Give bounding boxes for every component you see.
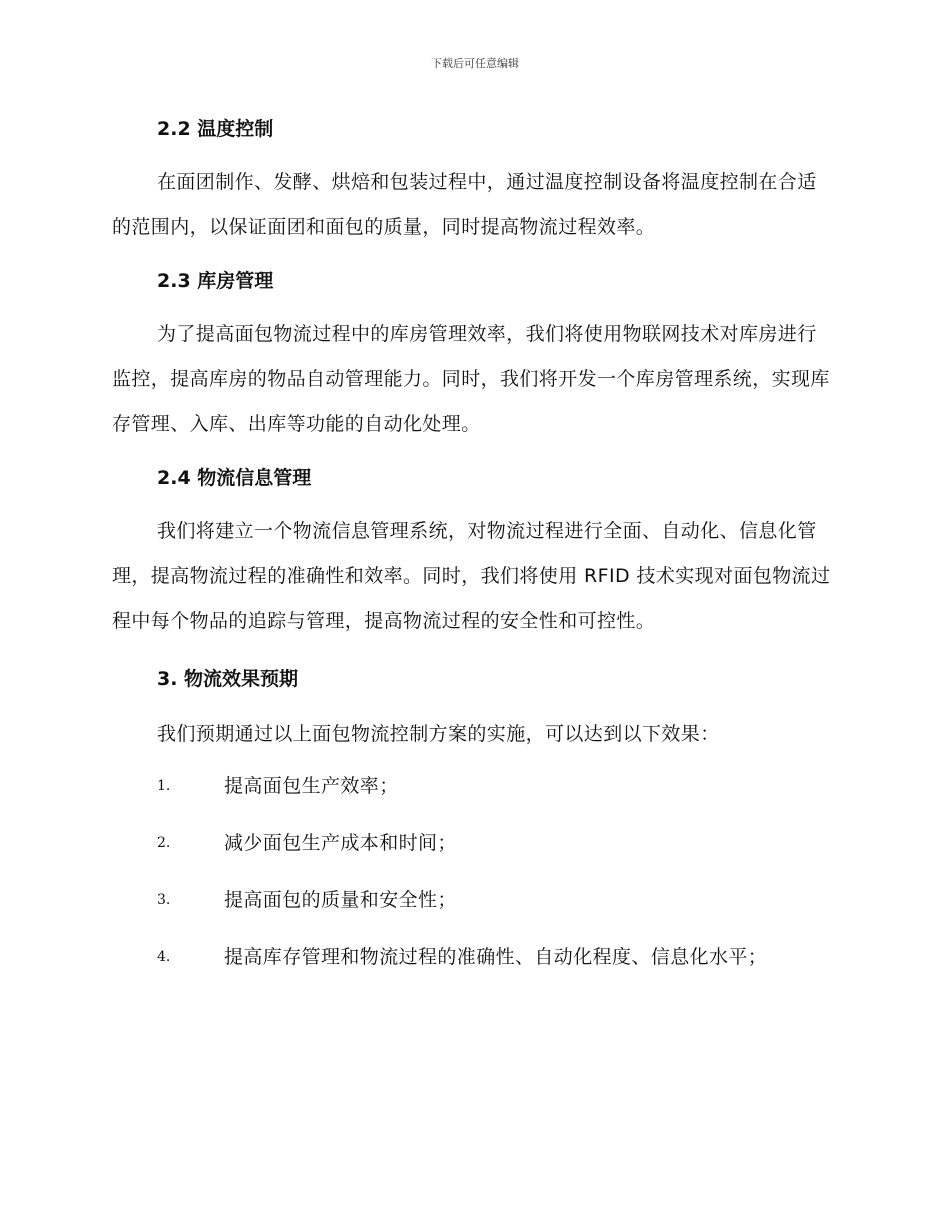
section-heading-2-3: 2.3 库房管理: [157, 270, 274, 292]
list-item-text: 减少面包生产成本和时间；: [224, 832, 457, 854]
list-item-number: 4.: [157, 949, 171, 965]
section-heading-3: 3. 物流效果预期: [157, 668, 299, 690]
expected-effects-list: [112, 771, 832, 999]
section-heading-2-4: 2.4 物流信息管理: [157, 467, 312, 489]
list-item-number: 2.: [157, 835, 171, 851]
list-item-text: 提高库存管理和物流过程的准确性、自动化程度、信息化水平；: [224, 946, 768, 968]
list-item-text: 提高面包生产效率；: [224, 775, 399, 797]
list-item: [112, 885, 832, 942]
list-item-number: 3.: [157, 892, 171, 908]
section-body-2-2: 在面团制作、发酵、烘焙和包装过程中，通过温度控制设备将温度控制在合适的范围内，以保证面团和面包的质量，同时提高物流过程效率。: [112, 171, 817, 238]
section-heading-2-2: 2.2 温度控制: [157, 118, 274, 140]
document-content: [112, 112, 832, 999]
header-note: 下载后可任意编辑: [431, 57, 519, 70]
list-item-number: 1.: [157, 778, 171, 794]
section-body-2-3: 为了提高面包物流过程中的库房管理效率，我们将使用物联网技术对库房进行监控，提高库房的物品自动管理能力。同时，我们将开发一个库房管理系统，实现库存管理、入库、出库等功能的自动化处理。: [112, 323, 830, 435]
list-item: [112, 828, 832, 885]
list-item: [112, 771, 832, 828]
list-item: [112, 942, 832, 999]
section-body-2-4: 我们将建立一个物流信息管理系统，对物流过程进行全面、自动化、信息化管理，提高物流过程的准确性和效率。同时，我们将使用 RFID 技术实现对面包物流过程中每个物品的追踪与管理，提高物流过程的安全性和可控性。: [112, 520, 831, 632]
section-intro-3: 我们预期通过以上面包物流控制方案的实施，可以达到以下效果：: [157, 723, 720, 745]
list-item-text: 提高面包的质量和安全性；: [224, 889, 457, 911]
